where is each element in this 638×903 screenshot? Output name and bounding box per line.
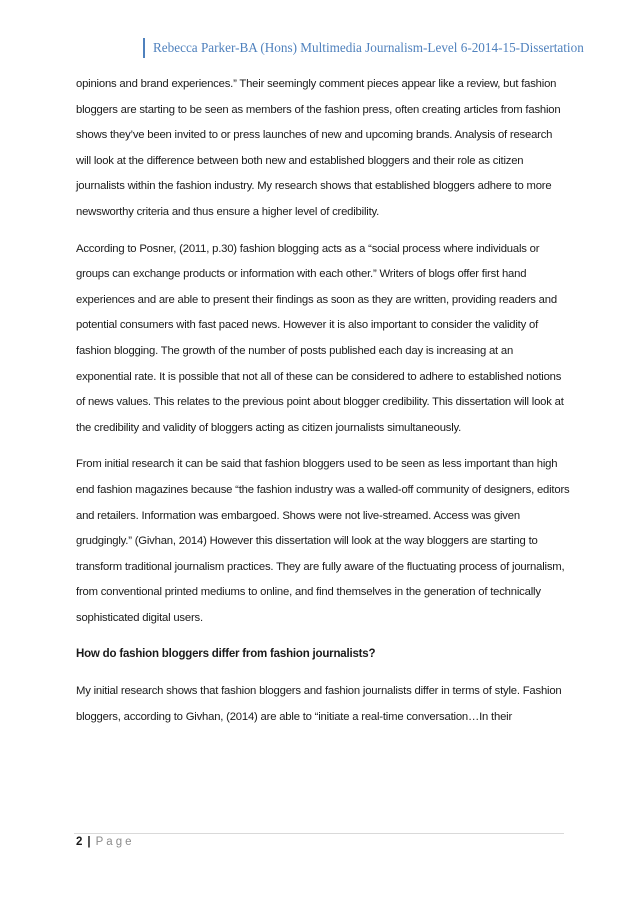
paragraph-2: According to Posner, (2011, p.30) fashion blogging acts as a “social process where individuals or groups can exchange products or information with each other.” Writers of blogs offer first hand experiences and are able to present their findings as soon as they are written, providing readers and potential consumers with fast paced news. However it is also important to consider the validity of fashion blogging. The growth of the number of posts published each day is increasing at an exponential rate. It is possible that not all of these can be considered to adhere to established notions of news values. This relates to the previous point about blogger credibility. This dissertation will look at the credibility and validity of bloggers acting as citizen journalists simultaneously. xyxy=(76,242,564,434)
running-header xyxy=(143,38,584,58)
paragraph-3: From initial research it can be said that fashion bloggers used to be seen as less important than high end fashion magazines because “the fashion industry was a walled-off community of designers, editors and retailers. Information was embargoed. Shows were not live-streamed. Access was given grudgingly.” (Givhan, 2014) However this dissertation will look at the way bloggers are starting to transform traditional journalism practices. They are fully aware of the fluctuating process of journalism, from conventional printed mediums to online, and find themselves in the generation of technically sophisticated digital users. xyxy=(76,458,570,624)
footer-divider xyxy=(74,833,564,834)
paragraph-1: opinions and brand experiences.” Their seemingly comment pieces appear like a review, but fashion bloggers are starting to be seen as members of the fashion press, often creating articles from fashion shows they’ve been invited to or press launches of new and upcoming brands. Analysis of research will look at the difference between both new and established bloggers and their role as citizen journalists within the fashion industry. My research shows that established bloggers adhere to more newsworthy criteria and thus ensure a higher level of credibility. xyxy=(76,78,561,218)
page-number: 2 xyxy=(76,836,83,848)
page-label: Page xyxy=(95,836,135,848)
page-footer xyxy=(76,836,134,848)
paragraph-4: My initial research shows that fashion bloggers and fashion journalists differ in terms of style. Fashion bloggers, according to Givhan, (2014) are able to “initiate a real-time conversation…In their xyxy=(76,685,562,724)
header-text: Rebecca Parker-BA (Hons) Multimedia Journalism-Level 6-2014-15-Dissertation xyxy=(153,40,584,55)
section-heading: How do fashion bloggers differ from fashion journalists? xyxy=(76,648,376,661)
document-body xyxy=(76,72,570,742)
footer-separator: | xyxy=(87,836,91,848)
